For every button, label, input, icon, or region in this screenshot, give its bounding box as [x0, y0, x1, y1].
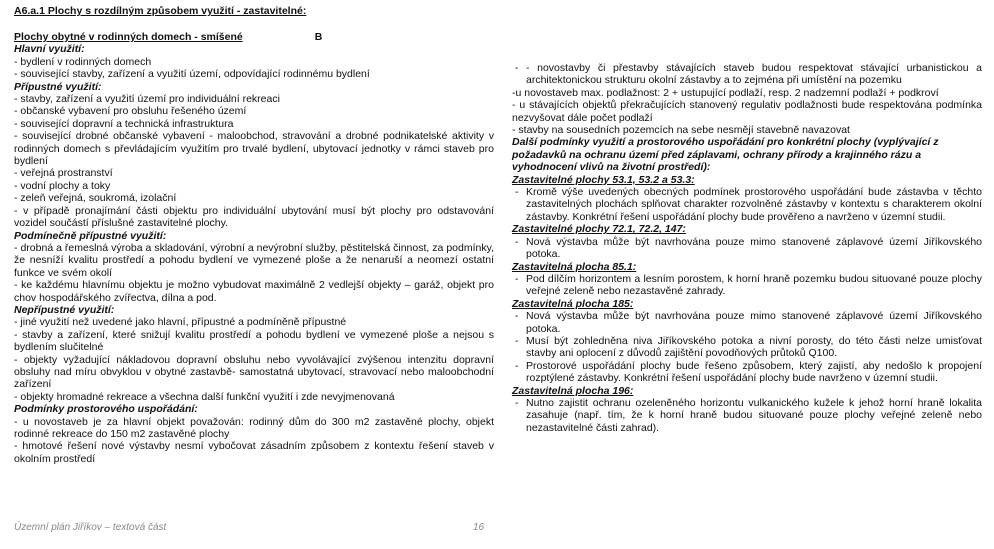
hlavni-item: - bydlení v rodinných domech [14, 55, 152, 68]
list-item: - Musí být zohledněna niva Jiříkovského potoka a nivní porosty, do této části nelze umisťovat stavby ani oplocení z důvodů zajištění povodňových průtoků Q100. [512, 335, 982, 360]
nepripustne-item: - objekty hromadné rekreace a všechna další funkční využití i zde nevyjmenovaná [14, 390, 395, 403]
pripustne-item: - související dopravní a technická infrastruktura [14, 117, 234, 130]
list-item: - Prostorové uspořádání plochy bude řešeno způsobem, který zajistí, aby nedošlo k propojení rozptýlené zástavby. Konkrétní řešení uspořádání plochy bude navrženo v územní studii. [512, 360, 982, 385]
z185-list [512, 310, 982, 384]
heading-nepripustne: Nepřípustné využití: [14, 303, 115, 316]
list-item: - u stávajících objektů překračujících stanovený regulativ podlažnosti bude respektována podmínka nezvyšovat dále počet podlaží [512, 99, 982, 124]
podminecne-item: - ke každému hlavnímu objektu je možno vybudovat maximálně 2 vedlejší objekty – garáž, objekt pro chov hospodářského zvířectva, dílna a pod. [14, 279, 494, 304]
heading-z85: Zastavitelná plocha 85.1: [512, 260, 637, 273]
list-item: - - novostavby či přestavby stávajících staveb budou respektovat stávající urbanistickou a architektonickou strukturu okolní zástavby a to zejména při umístění na pozemku [512, 62, 982, 87]
right-top-list [512, 62, 982, 87]
nepripustne-item: - objekty vyžadující nákladovou dopravní obsluhu nebo vyvolávající zvýšenou intenzitu dopravní obsluhy nad míru obvyklou v obytné zastavbě- samostatná ubytovací, stravovací nebo maloobchodní zařízení [14, 353, 494, 391]
z196-list [512, 397, 982, 434]
subtitle [14, 31, 494, 43]
list-item: - Pod dílčím horizontem a lesním porostem, k horní hraně pozemku budou situované pouze plochy veřejné zeleně nebo nezastavěné zahrady. [512, 273, 982, 298]
podminecne-item: - drobná a řemeslná výroba a skladování, výrobní a nevýrobní služby, pěstitelská činnost, za podmínky, že nesníží kvalitu prostředí a pohodu bydlení ve vymezené ploše a že nenaruší a neomezí ostatní funkce ve svém okolí [14, 241, 494, 279]
z85-list [512, 273, 982, 298]
pripustne-item: - v případě pronajímání části objektu pro individuální ubytování musí být plochy pro odstavování vozidel součástí příslušné zastavitelné plochy. [14, 204, 494, 230]
heading-hlavni: Hlavní využití: [14, 43, 85, 56]
subtitle-text: Plochy obytné v rodinných domech - smíšené [14, 31, 243, 43]
footer-text: Územní plán Jiříkov – textová část [14, 522, 167, 533]
nepripustne-item: - jiné využití než uvedené jako hlavní, přípustné a podmíněně přípustné [14, 316, 347, 329]
hlavni-item: - související stavby, zařízení a využití území, odpovídající rodinnému bydlení [14, 68, 370, 81]
page-number: 16 [473, 522, 485, 533]
list-item: - Kromě výše uvedených obecných podmínek prostorového uspořádání bude zástavba v těchto zastavitelných plochách splňovat charakter rozvolněné zástavby v kontextu s charakterem okolní zástavby. Konkrétní řešení uspořádání plochy bude prověřeno a navrženo v územní studii. [512, 186, 982, 223]
list-item: -u novostaveb max. podlažnost: 2 + ustupující podlaží, resp. 2 nadzemní podlaží + podkroví [512, 86, 939, 99]
heading-z196: Zastavitelná plocha 196: [512, 384, 634, 397]
heading-podminecne: Podmínečně přípustné využití: [14, 229, 167, 242]
nepripustne-item: - stavby a zařízení, které snižují kvalitu prostředí a pohodu bydlení ve vymezené ploše a nejsou s bydlením slučitelné [14, 328, 494, 354]
list-item: - Nová výstavba může být navrhována pouze mimo stanovené záplavové území Jiříkovského potoka. [512, 236, 982, 261]
pripustne-item: - stavby, zařízení a využití území pro individuální rekreaci [14, 93, 280, 106]
subtitle-code: B [314, 31, 323, 43]
podminky-item: - u novostaveb je za hlavní objekt považován: rodinný dům do 300 m2 zastavěné plochy, objekt rodinné rekreace do 150 m2 zastavěné plochy [14, 415, 494, 440]
list-item: - Nutno zajistit ochranu ozeleněného horizontu vulkanického kužele k jehož horní hraně lokalita zasahuje (např. tím, že k horní hraně budou situované pouze plochy veřejné zeleně nebo nezastavitelné části zahrad). [512, 397, 982, 434]
heading-dalsi: Další podmínky využití a prostorového uspořádání pro konkrétní plochy (vyplývající z požadavků na ochranu území před záplavami, ochrany přírody a krajinného rázu a vyhodnocení vlivů na životní prostředí): [512, 136, 939, 174]
heading-podminky: Podmínky prostorového uspořádání: [14, 403, 198, 416]
pripustne-item: - vodní plochy a toky [14, 179, 111, 192]
pripustne-item: - zeleň veřejná, soukromá, izolační [14, 192, 177, 205]
pripustne-item: - veřejná prostranství [14, 167, 113, 180]
heading-z185: Zastavitelná plocha 185: [512, 297, 634, 310]
z53-list [512, 186, 982, 223]
heading-z53: Zastavitelné plochy 53.1, 53.2 a 53.3: [512, 173, 695, 186]
pripustne-item: - občanské vybavení pro obsluhu řešeného území [14, 105, 247, 118]
right-column [512, 62, 982, 434]
heading-pripustne: Přípustné využití: [14, 80, 102, 93]
list-item: - stavby na sousedních pozemcích na sebe nesmějí stavebně navazovat [512, 124, 850, 137]
pripustne-item: - související drobné občanské vybavení - maloobchod, stravování a drobné podnikatelské aktivity v rodinných domech s převládajícím využitím pro trvalé bydlení, ubytovací jednotky v rámci staveb pro bydlení [14, 130, 494, 168]
podminky-item: - hmotové řešení nové výstavby nesmí vybočovat zásadním způsobem z kontextu řešení staveb v okolním prostředí [14, 440, 494, 465]
section-title: A6.a.1 Plochy s rozdílným způsobem využití - zastavitelné: [14, 5, 307, 17]
list-item: - Nová výstavba může být navrhována pouze mimo stanovené záplavové území Jiříkovského potoka. [512, 310, 982, 335]
left-column [14, 31, 494, 465]
heading-z72: Zastavitelné plochy 72.1, 72.2, 147: [512, 223, 686, 236]
z72-list [512, 236, 982, 261]
